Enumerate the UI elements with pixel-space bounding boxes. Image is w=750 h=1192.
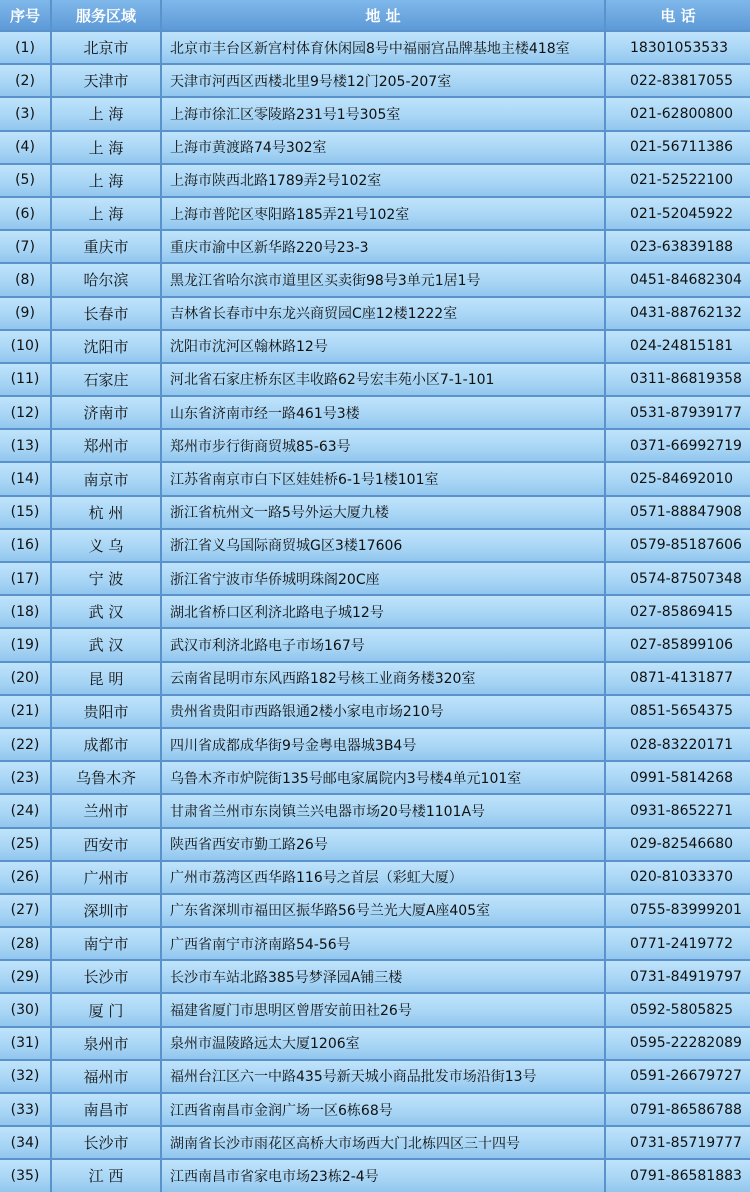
address: 泉州市温陵路远太大厦1206室 [162,1028,604,1059]
address: 山东省济南市经一路461号3楼 [162,397,604,428]
header-no: 序号 [0,0,50,30]
service-area: 宁 波 [52,563,160,594]
row-number: (17) [0,563,50,594]
service-area: 石家庄 [52,364,160,395]
row-number: (26) [0,862,50,893]
row-number: (20) [0,663,50,694]
row-number: (21) [0,696,50,727]
service-area: 深圳市 [52,895,160,926]
table-row [0,895,750,926]
address: 贵州省贵阳市西路银通2楼小家电市场210号 [162,696,604,727]
table-row [0,629,750,660]
address: 云南省昆明市东风西路182号核工业商务楼320室 [162,663,604,694]
address: 福建省厦门市思明区曾厝安前田社26号 [162,994,604,1025]
phone-number: 0531-87939177 [606,397,750,428]
table-row [0,961,750,992]
address: 上海市徐汇区零陵路231号1号305室 [162,98,604,129]
table-row [0,762,750,793]
table-row [0,1028,750,1059]
address: 福州台江区六一中路435号新天城小商品批发市场沿街13号 [162,1061,604,1092]
phone-number: 023-63839188 [606,231,750,262]
address: 长沙市车站北路385号梦泽园A铺三楼 [162,961,604,992]
phone-number: 0791-86581883 [606,1160,750,1191]
service-area: 昆 明 [52,663,160,694]
row-number: (34) [0,1127,50,1158]
table-row [0,198,750,229]
phone-number: 0591-26679727 [606,1061,750,1092]
table-row [0,696,750,727]
address: 浙江省义乌国际商贸城G区3楼17606 [162,530,604,561]
phone-number: 0595-22282089 [606,1028,750,1059]
table-row [0,829,750,860]
row-number: (13) [0,430,50,461]
row-number: (29) [0,961,50,992]
phone-number: 025-84692010 [606,463,750,494]
phone-number: 020-81033370 [606,862,750,893]
service-area: 哈尔滨 [52,264,160,295]
service-area: 济南市 [52,397,160,428]
table-row [0,862,750,893]
service-area: 泉州市 [52,1028,160,1059]
table-row [0,364,750,395]
address: 河北省石家庄桥东区丰收路62号宏丰苑小区7-1-101 [162,364,604,395]
phone-number: 021-52522100 [606,165,750,196]
service-area: 兰州市 [52,795,160,826]
table-row [0,98,750,129]
table-row [0,663,750,694]
address: 甘肃省兰州市东岗镇兰兴电器市场20号楼1101A号 [162,795,604,826]
phone-number: 0771-2419772 [606,928,750,959]
row-number: (14) [0,463,50,494]
address: 四川省成都成华街9号金粤电器城3B4号 [162,729,604,760]
phone-number: 029-82546680 [606,829,750,860]
address: 郑州市步行街商贸城85-63号 [162,430,604,461]
service-area: 长沙市 [52,1127,160,1158]
service-area: 北京市 [52,32,160,63]
phone-number: 0851-5654375 [606,696,750,727]
table-row [0,1061,750,1092]
address: 广西省南宁市济南路54-56号 [162,928,604,959]
table-row [0,32,750,63]
table-row [0,264,750,295]
address: 陕西省西安市勤工路26号 [162,829,604,860]
address: 乌鲁木齐市炉院街135号邮电家属院内3号楼4单元101室 [162,762,604,793]
phone-number: 0431-88762132 [606,298,750,329]
row-number: (22) [0,729,50,760]
row-number: (35) [0,1160,50,1191]
phone-number: 0451-84682304 [606,264,750,295]
table-row [0,430,750,461]
address: 广州市荔湾区西华路116号之首层（彩虹大厦） [162,862,604,893]
row-number: (10) [0,331,50,362]
phone-number: 0371-66992719 [606,430,750,461]
service-area: 江 西 [52,1160,160,1191]
phone-number: 0791-86586788 [606,1094,750,1125]
header-area: 服务区域 [52,0,160,30]
address: 湖北省桥口区利济北路电子城12号 [162,596,604,627]
table-row [0,1127,750,1158]
service-area: 郑州市 [52,430,160,461]
row-number: (16) [0,530,50,561]
phone-number: 0991-5814268 [606,762,750,793]
table-row [0,331,750,362]
table-row [0,298,750,329]
service-area: 长春市 [52,298,160,329]
table-row [0,795,750,826]
row-number: (6) [0,198,50,229]
phone-number: 0579-85187606 [606,530,750,561]
service-area: 沈阳市 [52,331,160,362]
phone-number: 021-62800800 [606,98,750,129]
address: 江苏省南京市白下区娃娃桥6-1号1楼101室 [162,463,604,494]
address: 广东省深圳市福田区振华路56号兰光大厦A座405室 [162,895,604,926]
table-row [0,65,750,96]
address: 江西南昌市省家电市场23栋2-4号 [162,1160,604,1191]
table-row [0,994,750,1025]
address: 吉林省长春市中东龙兴商贸园C座12楼1222室 [162,298,604,329]
service-area: 南京市 [52,463,160,494]
row-number: (5) [0,165,50,196]
phone-number: 0592-5805825 [606,994,750,1025]
table-row [0,1160,750,1191]
service-area: 重庆市 [52,231,160,262]
service-area: 南宁市 [52,928,160,959]
row-number: (23) [0,762,50,793]
address: 上海市普陀区枣阳路185弄21号102室 [162,198,604,229]
phone-number: 028-83220171 [606,729,750,760]
phone-number: 021-56711386 [606,132,750,163]
service-area: 天津市 [52,65,160,96]
row-number: (30) [0,994,50,1025]
row-number: (9) [0,298,50,329]
header-address: 地 址 [162,0,604,30]
row-number: (4) [0,132,50,163]
row-number: (12) [0,397,50,428]
table-row [0,231,750,262]
service-area: 福州市 [52,1061,160,1092]
row-number: (3) [0,98,50,129]
service-area: 南昌市 [52,1094,160,1125]
row-number: (32) [0,1061,50,1092]
table-row [0,397,750,428]
table-row [0,563,750,594]
service-area: 上 海 [52,132,160,163]
service-area: 广州市 [52,862,160,893]
phone-number: 0931-8652271 [606,795,750,826]
service-area: 厦 门 [52,994,160,1025]
address: 江西省南昌市金润广场一区6栋68号 [162,1094,604,1125]
phone-number: 027-85899106 [606,629,750,660]
table-header-row [0,0,750,30]
service-area: 杭 州 [52,497,160,528]
table-row [0,1094,750,1125]
row-number: (8) [0,264,50,295]
table-row [0,165,750,196]
address: 黑龙江省哈尔滨市道里区买卖街98号3单元1居1号 [162,264,604,295]
address: 浙江省宁波市华侨城明珠阁20C座 [162,563,604,594]
address: 武汉市利济北路电子市场167号 [162,629,604,660]
row-number: (7) [0,231,50,262]
row-number: (18) [0,596,50,627]
phone-number: 0571-88847908 [606,497,750,528]
phone-number: 0731-84919797 [606,961,750,992]
row-number: (33) [0,1094,50,1125]
service-area: 武 汉 [52,596,160,627]
row-number: (19) [0,629,50,660]
phone-number: 0871-4131877 [606,663,750,694]
phone-number: 0574-87507348 [606,563,750,594]
address: 上海市黄渡路74号302室 [162,132,604,163]
service-area: 上 海 [52,98,160,129]
service-area: 西安市 [52,829,160,860]
row-number: (11) [0,364,50,395]
row-number: (31) [0,1028,50,1059]
service-area: 长沙市 [52,961,160,992]
table-row [0,497,750,528]
table-row [0,530,750,561]
table-row [0,729,750,760]
table-row [0,132,750,163]
phone-number: 0755-83999201 [606,895,750,926]
service-area: 武 汉 [52,629,160,660]
address: 湖南省长沙市雨花区高桥大市场西大门北栋四区三十四号 [162,1127,604,1158]
phone-number: 022-83817055 [606,65,750,96]
phone-number: 024-24815181 [606,331,750,362]
row-number: (2) [0,65,50,96]
service-area: 成都市 [52,729,160,760]
phone-number: 0311-86819358 [606,364,750,395]
address: 沈阳市沈河区翰林路12号 [162,331,604,362]
address: 北京市丰台区新宫村体育休闲园8号中福丽宫品牌基地主楼418室 [162,32,604,63]
row-number: (24) [0,795,50,826]
row-number: (15) [0,497,50,528]
row-number: (28) [0,928,50,959]
table-row [0,596,750,627]
address: 重庆市渝中区新华路220号23-3 [162,231,604,262]
phone-number: 027-85869415 [606,596,750,627]
phone-number: 0731-85719777 [606,1127,750,1158]
address: 天津市河西区西楼北里9号楼12门205-207室 [162,65,604,96]
address: 浙江省杭州文一路5号外运大厦九楼 [162,497,604,528]
service-area: 上 海 [52,165,160,196]
service-area: 乌鲁木齐 [52,762,160,793]
service-area: 贵阳市 [52,696,160,727]
service-area: 义 乌 [52,530,160,561]
table-row [0,463,750,494]
row-number: (25) [0,829,50,860]
row-number: (27) [0,895,50,926]
phone-number: 021-52045922 [606,198,750,229]
header-phone: 电 话 [606,0,750,30]
row-number: (1) [0,32,50,63]
phone-number: 18301053533 [606,32,750,63]
table-row [0,928,750,959]
address: 上海市陕西北路1789弄2号102室 [162,165,604,196]
service-area: 上 海 [52,198,160,229]
